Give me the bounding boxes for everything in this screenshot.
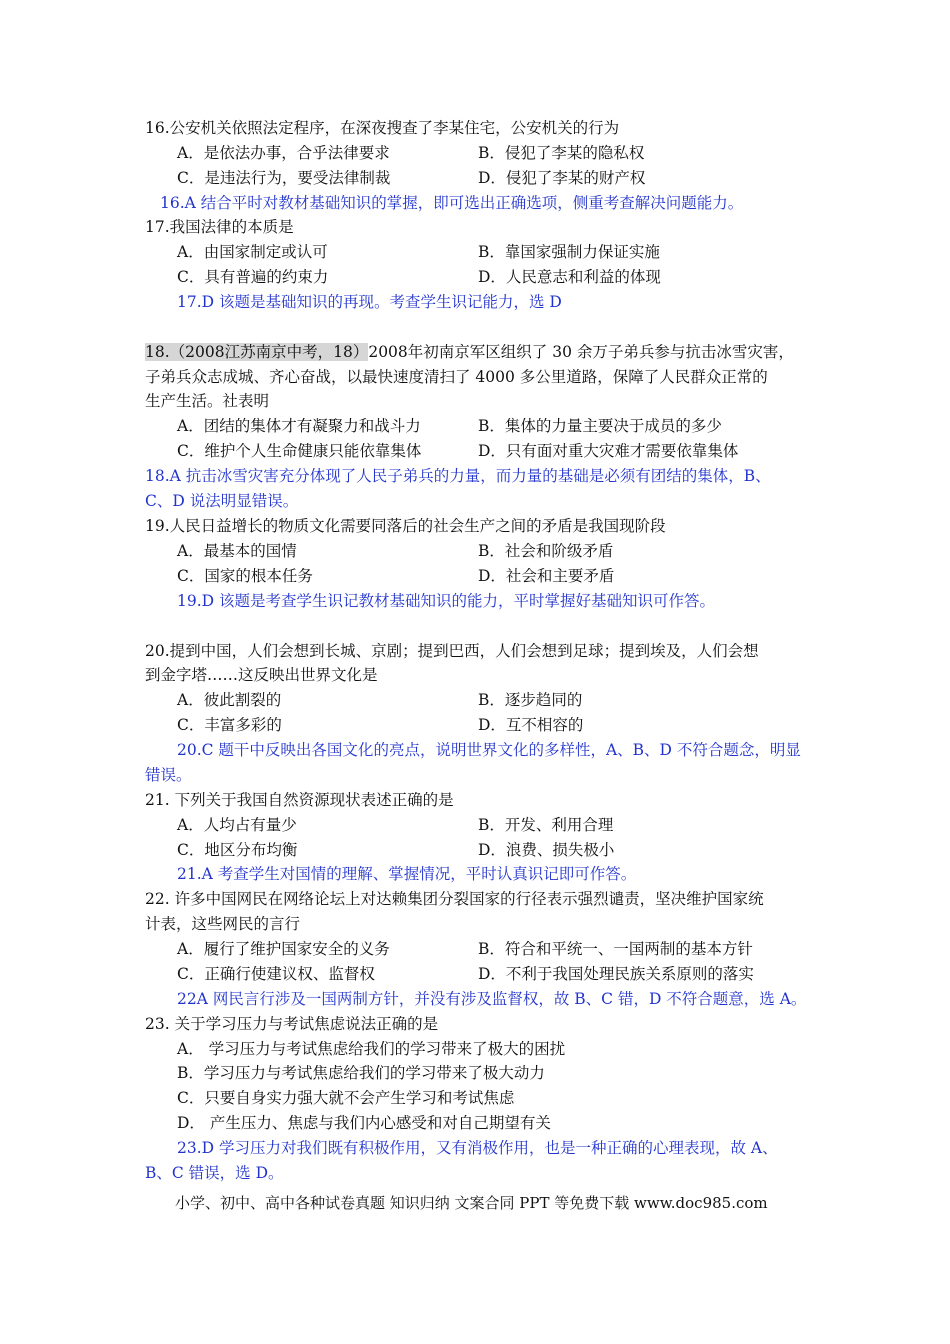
q18-option-c: C．维护个人生命健康只能依靠集体 — [177, 442, 422, 460]
q19-stem: 19.人民日益增长的物质文化需要同落后的社会生产之间的矛盾是我国现阶段 — [145, 517, 666, 535]
q18-option-b: B．集体的力量主要决于成员的多少 — [478, 417, 722, 435]
q23-stem: 23. 关于学习压力与考试焦虑说法正确的是 — [145, 1015, 439, 1033]
q23-option-a: A． 学习压力与考试焦虑给我们的学习带来了极大的困扰 — [177, 1040, 566, 1058]
q21-option-a: A．人均占有量少 — [177, 816, 297, 834]
q16-answer: 16.A 结合平时对教材基础知识的掌握，即可选出正确选项，侧重考查解决问题能力。 — [160, 194, 744, 212]
q23-answer-line-2: B、C 错误，选 D。 — [145, 1164, 284, 1182]
q22-answer: 22A 网民言行涉及一国两制方针，并没有涉及监督权，故 B、C 错，D 不符合题意，选 A。 — [177, 990, 807, 1008]
q16-option-c: C．是违法行为，要受法律制裁 — [177, 169, 391, 187]
q23-answer-line-1: 23.D 学习压力对我们既有积极作用，又有消极作用，也是一种正确的心理表现，故 A、 — [177, 1139, 778, 1157]
q17-option-a: A．由国家制定或认可 — [177, 243, 328, 261]
q21-option-b: B．开发、利用合理 — [478, 816, 614, 834]
q17-answer: 17.D 该题是基础知识的再现。考查学生识记能力，选 D — [177, 293, 562, 311]
q18-answer-line-2: C、D 说法明显错误。 — [145, 492, 299, 510]
q22-stem-line-2: 计表，这些网民的言行 — [145, 915, 301, 933]
q17-option-d: D．人民意志和利益的体现 — [478, 268, 661, 286]
q20-option-c: C．丰富多彩的 — [177, 716, 282, 734]
q18-source-highlight: 18.（2008江苏南京中考，18） — [145, 343, 369, 361]
q23-option-c: C．只要自身实力强大就不会产生学习和考试焦虑 — [177, 1089, 515, 1107]
q21-option-c: C．地区分布均衡 — [177, 841, 298, 859]
q20-stem-line-1: 20.提到中国，人们会想到长城、京剧；提到巴西，人们会想到足球；提到埃及，人们会想 — [145, 642, 759, 660]
q18-answer-line-1: 18.A 抗击冰雪灾害充分体现了人民子弟兵的力量，而力量的基础是必须有团结的集体，B、 — [145, 467, 771, 485]
q20-option-a: A．彼此割裂的 — [177, 691, 282, 709]
q19-option-c: C．国家的根本任务 — [177, 567, 313, 585]
q20-option-d: D．互不相容的 — [478, 716, 584, 734]
q21-stem: 21. 下列关于我国自然资源现状表述正确的是 — [145, 791, 454, 809]
q19-option-b: B．社会和阶级矛盾 — [478, 542, 614, 560]
q22-option-d: D．不利于我国处理民族关系原则的落实 — [478, 965, 754, 983]
page-footer: 小学、初中、高中各种试卷真题 知识归纳 文案合同 PPT 等免费下载 www.doc985.com — [175, 1194, 768, 1212]
q18-option-d: D．只有面对重大灾难才需要依靠集体 — [478, 442, 739, 460]
q16-option-a: A．是依法办事，合乎法律要求 — [177, 144, 390, 162]
q20-answer-line-1: 20.C 题干中反映出各国文化的亮点，说明世界文化的多样性，A、B、D 不符合题念，明显 — [177, 741, 801, 759]
q19-option-d: D．社会和主要矛盾 — [478, 567, 615, 585]
q22-option-a: A．履行了维护国家安全的义务 — [177, 940, 390, 958]
q17-option-c: C．具有普遍的约束力 — [177, 268, 329, 286]
q21-answer: 21.A 考查学生对国情的理解、掌握情况，平时认真识记即可作答。 — [177, 865, 637, 883]
q20-answer-line-2: 错误。 — [145, 766, 192, 784]
q18-option-a: A．团结的集体才有凝聚力和战斗力 — [177, 417, 421, 435]
q19-option-a: A．最基本的国情 — [177, 542, 297, 560]
q18-stem-rest: 2008年初南京军区组织了 30 余万子弟兵参与抗击冰雪灾害， — [368, 343, 794, 361]
q22-option-b: B．符合和平统一、一国两制的基本方针 — [478, 940, 753, 958]
q18-stem-line-2: 子弟兵众志成城、齐心奋战，以最快速度清扫了 4000 多公里道路，保障了人民群众正常的 — [145, 368, 768, 386]
q17-stem: 17.我国法律的本质是 — [145, 218, 294, 236]
q16-option-b: B．侵犯了李某的隐私权 — [478, 144, 645, 162]
q18-stem-line-3: 生产生活。社表明 — [145, 392, 270, 410]
q20-option-b: B．逐步趋同的 — [478, 691, 583, 709]
q22-option-c: C．正确行使建议权、监督权 — [177, 965, 375, 983]
q20-stem-line-2: 到金字塔……这反映出世界文化是 — [145, 666, 378, 684]
q22-stem-line-1: 22. 许多中国网民在网络论坛上对达赖集团分裂国家的行径表示强烈谴责，坚决维护国家统 — [145, 890, 764, 908]
q23-option-b: B．学习压力与考试焦虑给我们的学习带来了极大动力 — [177, 1064, 545, 1082]
q23-option-d: D． 产生压力、焦虑与我们内心感受和对自己期望有关 — [177, 1114, 551, 1132]
q21-option-d: D．浪费、损失极小 — [478, 841, 615, 859]
q17-option-b: B．靠国家强制力保证实施 — [478, 243, 660, 261]
q16-option-d: D．侵犯了李某的财产权 — [478, 169, 646, 187]
q19-answer: 19.D 该题是考查学生识记教材基础知识的能力，平时掌握好基础知识可作答。 — [177, 592, 716, 610]
q18-stem-line-1 — [145, 341, 794, 363]
q16-stem: 16.公安机关依照法定程序，在深夜搜查了李某住宅，公安机关的行为 — [145, 119, 620, 137]
